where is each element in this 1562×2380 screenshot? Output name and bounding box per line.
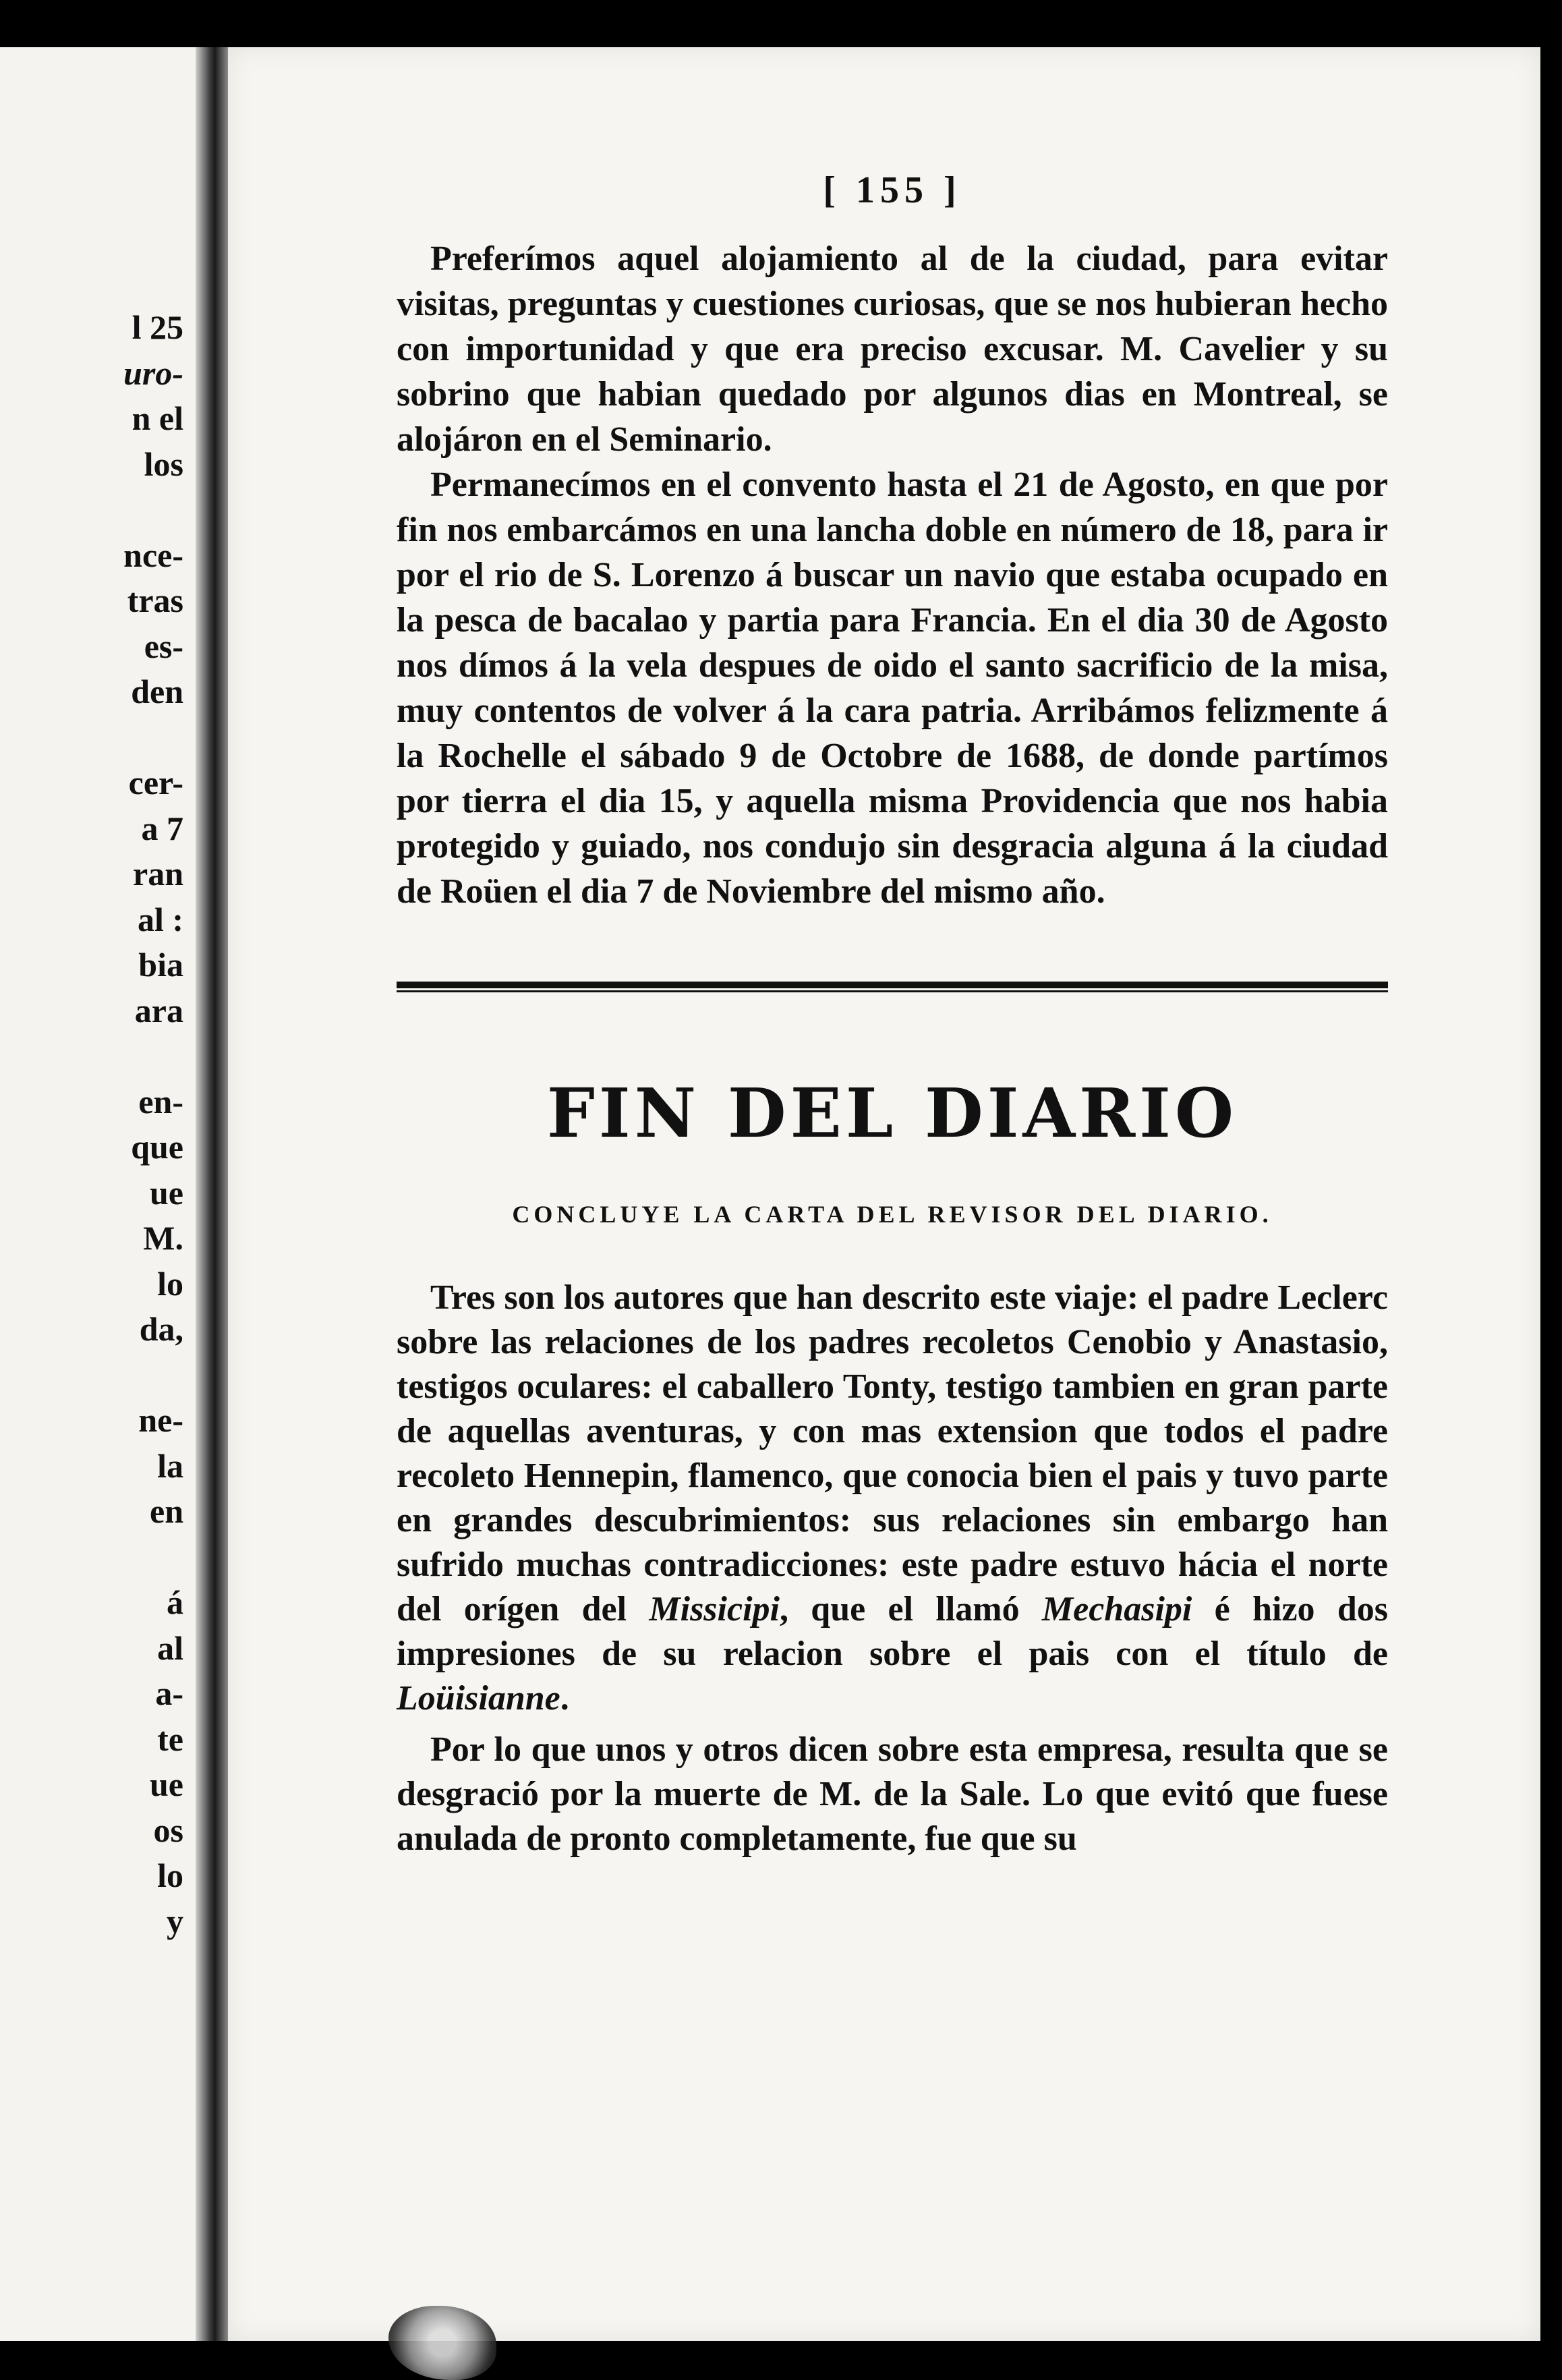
page-number: [ 155 ] bbox=[823, 169, 962, 211]
scan-border-top bbox=[0, 0, 1562, 47]
paragraph-2: Permanecímos en el convento hasta el 21 de Agosto, en que por fin nos embarcámos en una lancha doble en número de 18, para ir por el rio de S. Lorenzo á buscar un navio que estaba ocupado en la pesca de bacalao y partia para Francia. En el dia 30 de Agosto nos dímos á la vela despues de oido el santo sacrificio de la misa, muy contentos de volver á la cara patria. Arribámos felizmente á la Rochelle el sábado 9 de Octobre de 1688, de donde partímos por tierra el dia 15, y aquella misma Providencia que nos habia protegido y guiado, nos condujo sin desgracia alguna á la ciudad de Roüen el dia 7 de Noviembre del mismo año. bbox=[397, 465, 1388, 911]
previous-page-fragment: lo bbox=[157, 1857, 183, 1894]
previous-page-fragment: es- bbox=[144, 627, 183, 665]
paragraph-3-text-d: . bbox=[560, 1679, 569, 1718]
section-title: FIN DEL DIARIO bbox=[546, 1073, 1238, 1153]
previous-page-fragment: l 25 bbox=[132, 308, 183, 346]
previous-page-fragment: en bbox=[150, 1492, 183, 1530]
paragraph-1: Preferímos aquel alojamiento al de la ciudad, para evitar visitas, preguntas y cuestiones curiosas, que se nos hubieran hecho con importunidad y que era preciso excusar. M. Cavelier y su sobrino que habian quedado por algunos dias en Montreal, se alojáron en el Seminario. bbox=[397, 239, 1388, 459]
previous-page-fragment: al : bbox=[137, 900, 183, 938]
previous-page-fragment: ne- bbox=[138, 1401, 183, 1439]
previous-page-fragment: da, bbox=[139, 1310, 183, 1348]
paragraph-3 bbox=[397, 1276, 1388, 1721]
previous-page-fragment: la bbox=[157, 1446, 183, 1485]
previous-page-fragment: M. bbox=[143, 1219, 183, 1257]
previous-page-fragment: uro- bbox=[123, 353, 183, 392]
previous-page-fragment: tras bbox=[127, 582, 183, 619]
section-divider-rule bbox=[397, 982, 1388, 992]
previous-page-edge bbox=[0, 47, 196, 2341]
paragraph-3-text-b: , que el llamó bbox=[779, 1590, 1042, 1628]
previous-page-fragment: al bbox=[157, 1628, 183, 1667]
previous-page-fragment: a 7 bbox=[141, 809, 183, 847]
previous-page-fragment: en- bbox=[138, 1082, 183, 1121]
previous-page-fragment: y bbox=[167, 1902, 183, 1940]
previous-page-fragment: ran bbox=[133, 855, 183, 893]
paragraph-3-missicipi: Missicipi bbox=[649, 1590, 780, 1628]
book-gutter bbox=[196, 47, 228, 2341]
paragraph-3-text-c: é hizo dos impresiones de su relacion sobre el pais con el título de bbox=[397, 1590, 1388, 1673]
paragraph-4: Por lo que unos y otros dicen sobre esta empresa, resulta que se desgració por la muerte de M. de la Sale. Lo que evitó que fuese anulada de pronto completamente, fue que su bbox=[397, 1730, 1388, 1858]
page-content bbox=[397, 169, 1388, 1868]
book-page bbox=[228, 47, 1540, 2341]
previous-page-fragment: lo bbox=[157, 1264, 183, 1303]
previous-page-fragment: os bbox=[153, 1811, 183, 1849]
previous-page-fragment: ara bbox=[134, 991, 183, 1029]
previous-page-fragment: ue bbox=[150, 1173, 183, 1212]
previous-page-fragment: bia bbox=[138, 946, 183, 984]
library-stamp-mark bbox=[388, 2306, 496, 2380]
previous-page-fragment: que bbox=[131, 1128, 183, 1166]
previous-page-fragment: cer- bbox=[128, 764, 183, 801]
paragraph-3-louisianne: Loüisianne bbox=[397, 1679, 560, 1718]
previous-page-fragment: te bbox=[157, 1720, 183, 1758]
previous-page-fragment: n el bbox=[132, 399, 183, 437]
section-subtitle: CONCLUYE LA CARTA DEL REVISOR DEL DIARIO. bbox=[512, 1201, 1273, 1228]
previous-page-fragment: ue bbox=[150, 1765, 183, 1803]
paragraph-3-text-a: Tres son los autores que han descrito este viaje: el padre Leclerc sobre las relaciones de los padres recoletos Cenobio y Anastasio, testigos oculares: el caballero Tonty, testigo tambien en gran parte de aquellas aventuras, y con mas extension que todos el padre recoleto Hennepin, flamenco, que conocia bien el pais y tuvo parte en grandes descubrimientos: sus relaciones sin embargo han sufrido muchas contradicciones: este padre estuvo hácia el norte del orígen del bbox=[397, 1278, 1388, 1628]
previous-page-fragment: den bbox=[131, 673, 183, 710]
previous-page-fragment: á bbox=[167, 1583, 183, 1621]
paragraph-3-mechasipi: Mechasipi bbox=[1041, 1590, 1192, 1628]
previous-page-fragment: nce- bbox=[123, 536, 183, 574]
scan-border-right bbox=[1540, 47, 1562, 2345]
previous-page-fragment: los bbox=[144, 445, 183, 483]
previous-page-fragment: a- bbox=[155, 1674, 183, 1712]
